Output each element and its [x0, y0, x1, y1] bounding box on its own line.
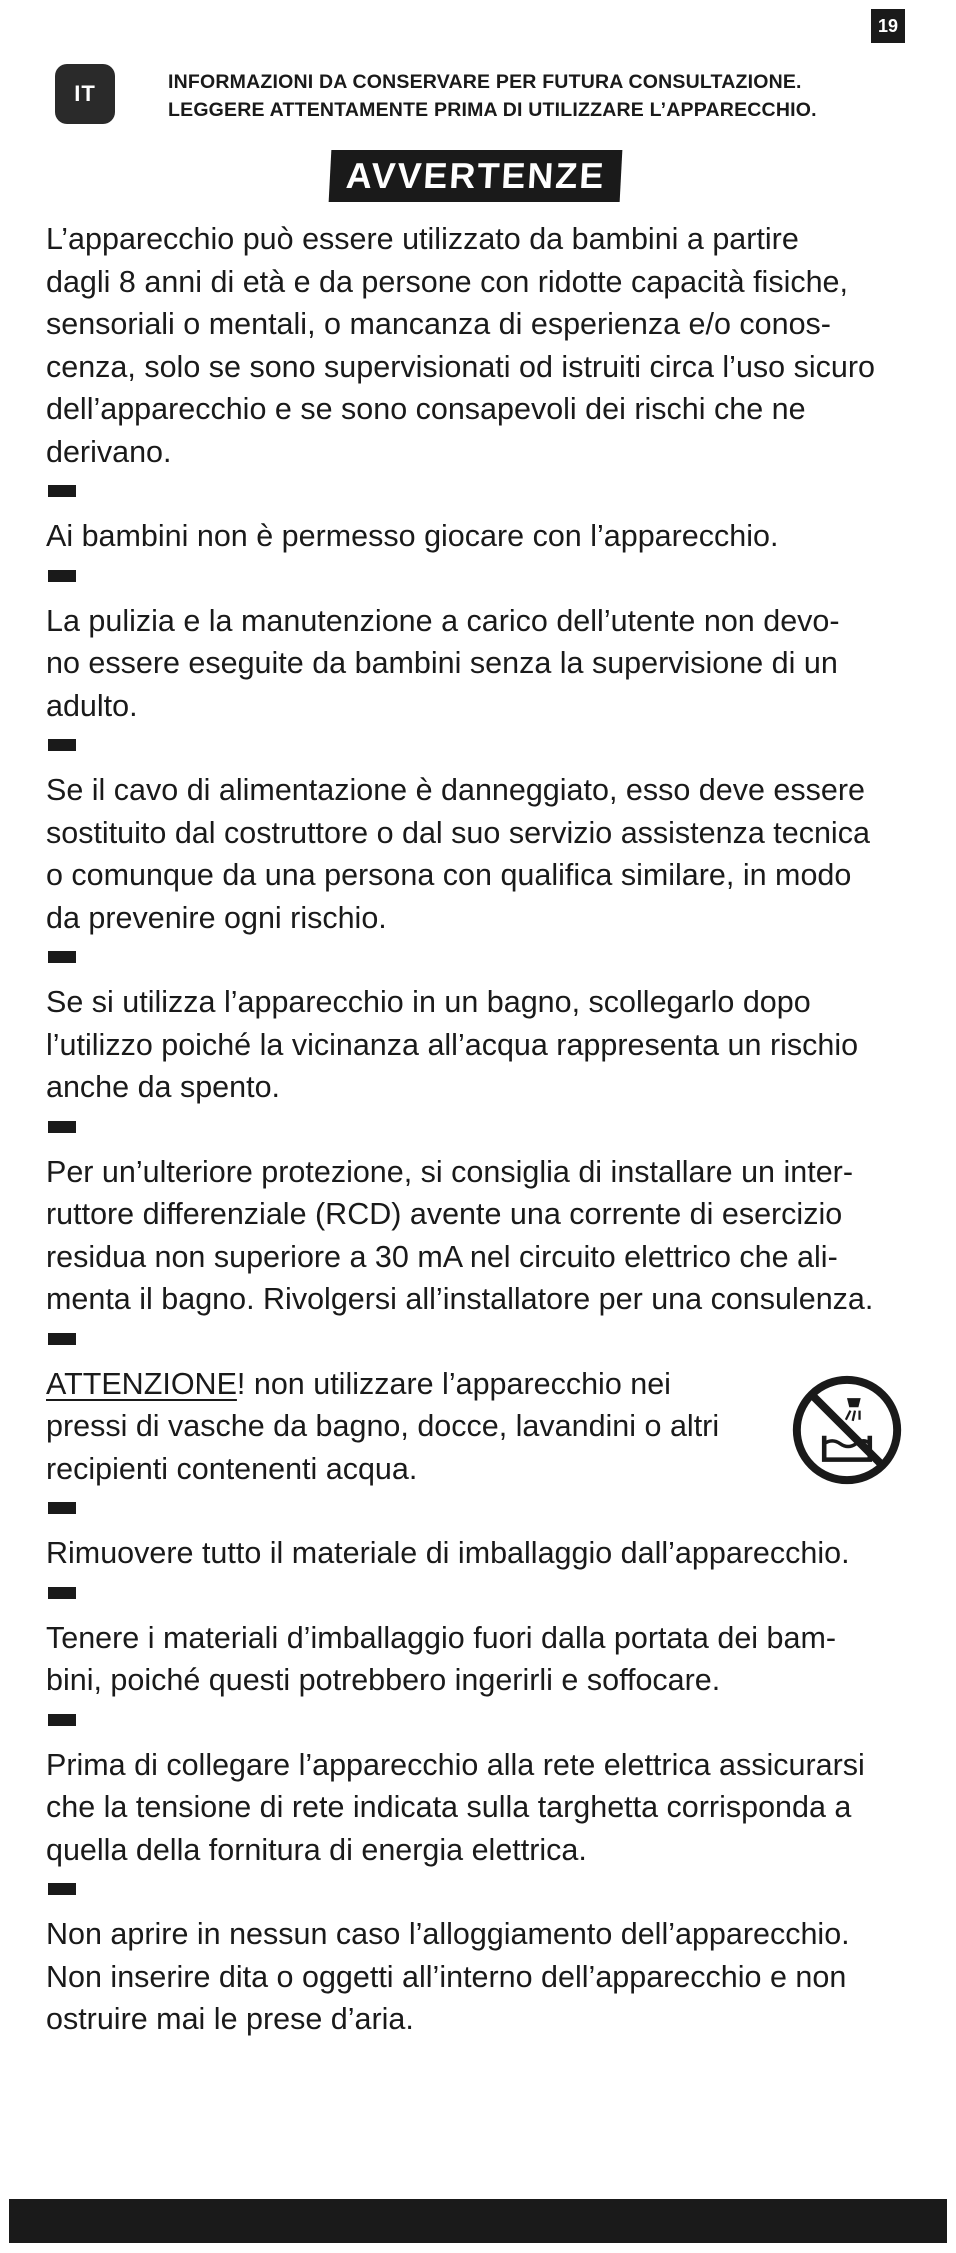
- warning-voltage-check: [46, 1744, 908, 1872]
- text-line: recipienti contenenti acqua.: [46, 1451, 418, 1486]
- warning-bathroom-unplug: [46, 981, 908, 1109]
- separator-dash: [48, 1333, 76, 1345]
- no-water-bathtub-icon: [790, 1373, 904, 1487]
- separator-dash: [48, 739, 76, 751]
- text-line: Prima di collegare l’apparecchio alla rete elettrica assicurarsi: [46, 1747, 865, 1782]
- text-line: La pulizia e la manutenzione a carico dell’utente non devo-: [46, 603, 840, 638]
- warning-housing: [46, 1913, 908, 2041]
- text-line: menta il bagno. Rivolgersi all’installatore per una consulenza.: [46, 1282, 874, 1316]
- separator-dash: [48, 1121, 76, 1133]
- separator-dash: [48, 1714, 76, 1726]
- text-line: da prevenire ogni rischio.: [46, 900, 387, 935]
- separator-dash: [48, 1587, 76, 1599]
- attention-label: ATTENZIONE: [46, 1366, 237, 1401]
- text-line: derivano.: [46, 434, 172, 469]
- section-title-wrap: [0, 150, 956, 202]
- separator-dash: [48, 1502, 76, 1514]
- text-line: ! non utilizzare l’apparecchio nei: [236, 1366, 671, 1401]
- warning-no-play: [46, 515, 908, 558]
- text-line: l’utilizzo poiché la vicinanza all’acqua rappresenta un rischio: [46, 1027, 859, 1062]
- text-line: anche da spento.: [46, 1070, 281, 1104]
- text-line: sostituito dal costruttore o dal suo servizio assistenza tecnica: [46, 815, 870, 850]
- text-line: pressi di vasche da bagno, docce, lavandini o altri: [46, 1409, 720, 1443]
- text-line: dell’apparecchio e se sono consapevoli dei rischi che ne: [46, 392, 806, 426]
- text-line: Ai bambini non è permesso giocare con l’apparecchio.: [46, 519, 779, 553]
- header-notice-line-1: INFORMAZIONI DA CONSERVARE PER FUTURA CONSULTAZIONE.: [168, 71, 802, 93]
- separator-dash: [48, 1883, 76, 1895]
- text-line: Se si utilizza l’apparecchio in un bagno, scollegarlo dopo: [46, 985, 811, 1019]
- text-line: ruttore differenziale (RCD) avente una corrente di esercizio: [46, 1197, 843, 1231]
- text-line: quella della fornitura di energia elettrica.: [46, 1832, 587, 1867]
- separator-dash: [48, 951, 76, 963]
- warning-rcd: [46, 1151, 908, 1321]
- warning-cleaning: [46, 600, 908, 728]
- header-notice: [168, 68, 908, 124]
- footer-bar: [9, 2199, 947, 2243]
- separator-dash: [48, 570, 76, 582]
- text-line: ostruire mai le prese d’aria.: [46, 2002, 414, 2036]
- text-line: che la tensione di rete indicata sulla targhetta corrisponda a: [46, 1790, 852, 1824]
- header-notice-line-2: LEGGERE ATTENTAMENTE PRIMA DI UTILIZZARE L’APPARECCHIO.: [168, 99, 817, 121]
- text-line: Non inserire dita o oggetti all’interno dell’apparecchio e non: [46, 1959, 847, 1994]
- text-line: Se il cavo di alimentazione è danneggiato, esso deve essere: [46, 773, 865, 807]
- text-line: adulto.: [46, 688, 138, 723]
- section-title: AVVERTENZE: [329, 150, 623, 202]
- warning-water-proximity: [46, 1363, 908, 1491]
- text-line: sensoriali o mentali, o mancanza di esperienza e/o conos-: [46, 307, 831, 341]
- text-line: o comunque da una persona con qualifica similare, in modo: [46, 858, 852, 892]
- separator-dash: [48, 485, 76, 497]
- text-line: Rimuovere tutto il materiale di imballaggio dall’apparecchio.: [46, 1536, 850, 1570]
- warning-damaged-cable: [46, 769, 908, 939]
- warnings-list: [46, 218, 908, 2041]
- text-line: cenza, solo se sono supervisionati od istruiti circa l’uso sicuro: [46, 349, 875, 384]
- text-line: dagli 8 anni di età e da persone con ridotte capacità fisiche,: [46, 264, 848, 299]
- page-number: 19: [871, 9, 905, 43]
- text-line: Tenere i materiali d’imballaggio fuori dalla portata dei bam-: [46, 1620, 837, 1655]
- text-line: residua non superiore a 30 mA nel circuito elettrico che ali-: [46, 1239, 838, 1274]
- language-badge: IT: [55, 64, 115, 124]
- warning-water-text: [46, 1363, 746, 1491]
- warning-children-supervision: [46, 218, 908, 473]
- text-line: Non aprire in nessun caso l’alloggiamento dell’apparecchio.: [46, 1917, 850, 1951]
- text-line: L’apparecchio può essere utilizzato da bambini a partire: [46, 222, 799, 256]
- text-line: bini, poiché questi potrebbero ingerirli e soffocare.: [46, 1663, 721, 1697]
- text-line: Per un’ulteriore protezione, si consiglia di installare un inter-: [46, 1154, 853, 1189]
- warning-packaging-children: [46, 1617, 908, 1702]
- warning-packaging-remove: [46, 1532, 908, 1575]
- text-line: no essere eseguite da bambini senza la supervisione di un: [46, 646, 838, 680]
